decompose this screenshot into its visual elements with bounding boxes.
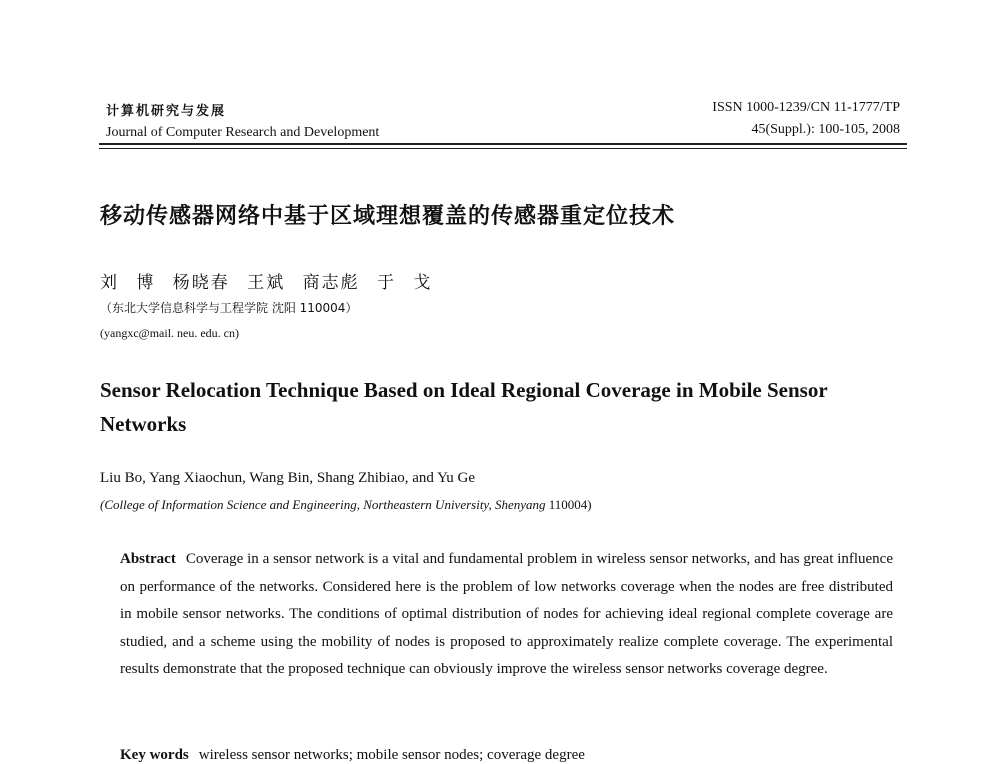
abstract-label: Abstract — [120, 551, 176, 567]
journal-header-right — [712, 100, 900, 138]
affiliation-cn: （东北大学信息科学与工程学院 沈阳 110004） — [100, 301, 358, 315]
keywords — [120, 747, 585, 764]
issn-line: ISSN 1000-1239/CN 11-1777/TP — [712, 100, 900, 115]
author-email: (yangxc@mail. neu. edu. cn) — [100, 326, 240, 340]
header-rule-thick — [99, 143, 907, 145]
header-rule-thin — [99, 148, 907, 149]
journal-name-en: Journal of Computer Research and Development — [106, 125, 380, 140]
affiliation-en — [100, 497, 592, 513]
issue-line: 45(Suppl.): 100-105, 2008 — [751, 122, 900, 137]
title-cn: 移动传感器网络中基于区域理想覆盖的传感器重定位技术 — [100, 204, 676, 229]
affiliation-en-text: (College of Information Science and Engineering, Northeastern University, Shenyang — [100, 497, 546, 512]
title-en: Sensor Relocation Technique Based on Ideal Regional Coverage in Mobile Sensor Networks — [100, 378, 828, 436]
journal-name-cn: 计算机研究与发展 — [106, 104, 227, 119]
abstract — [120, 546, 893, 684]
journal-header-left — [106, 100, 379, 141]
authors-en: Liu Bo, Yang Xiaochun, Wang Bin, Shang Zhibiao, and Yu Ge — [100, 470, 476, 486]
keywords-text: wireless sensor networks; mobile sensor nodes; coverage degree — [198, 747, 585, 763]
authors-cn: 刘 博 杨晓春 王斌 商志彪 于 戈 — [100, 273, 433, 293]
abstract-text: Coverage in a sensor network is a vital and fundamental problem in wireless sensor networks, and has great influence on performance of the networks. Considered here is the problem of low networks coverage when the nodes are free distributed in mobile sensor networks. The conditions of optimal distribution of nodes for achieving ideal regional complete coverage are studied, and a scheme using the mobility of nodes is proposed to approximately realize complete coverage. The experimental results demonstrate that the proposed technique can obviously improve the wireless sensor networks coverage degree. — [120, 551, 893, 677]
affiliation-postcode: 110004) — [548, 497, 592, 512]
keywords-label: Key words — [120, 747, 189, 763]
